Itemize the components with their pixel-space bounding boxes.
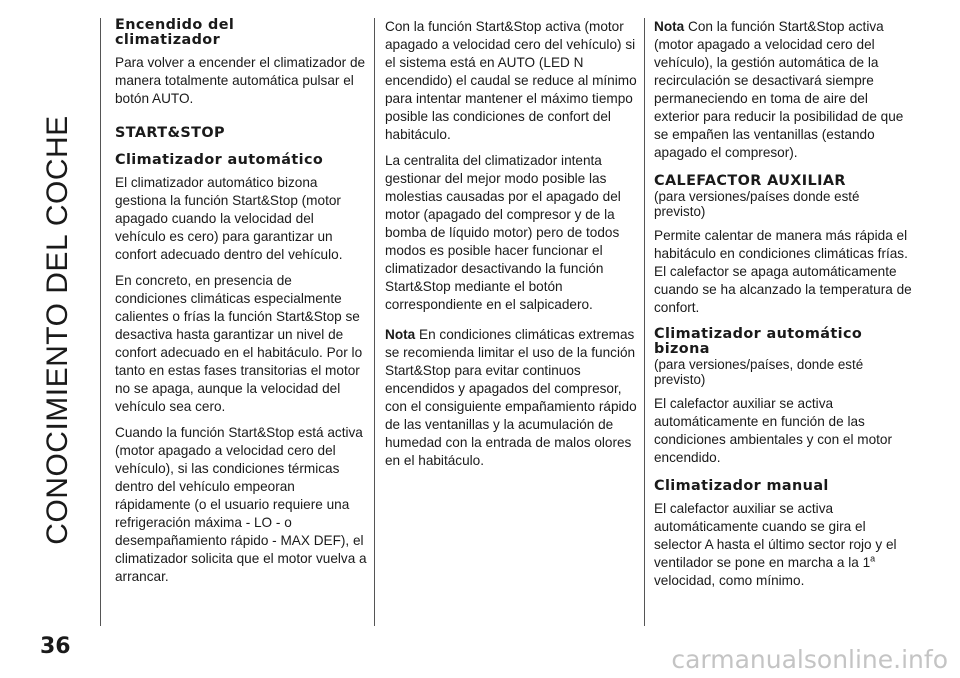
note-paragraph [385,326,637,470]
note-label: Nota [654,19,685,34]
paragraph: Cuando la función Start&Stop está activa (motor apagado a velocidad cero del vehículo), si las condiciones térmicas dentro del vehículo empeoran rápidamente (o el usuario requiere una refrigeración máxima - LO - o desempañamiento rápido - MAX DEF), el climatizador solicita que el motor vuelva a arrancar. [115,425,367,584]
column-divider [644,18,645,626]
heading-calefactor-auxiliar: CALEFACTOR AUXILIAR [654,173,846,189]
paragraph: En concreto, en presencia de condiciones climáticas especialmente calientes o frías la función Start&Stop se desactiva hasta garantizar un nivel de confort adecuado en el habitáculo. Por lo tanto en estas fases transitorias el motor no se apaga, aunque la velocidad del vehículo sea cero. [115,273,363,414]
text-column-2 [385,18,637,478]
paragraph: El calefactor auxiliar se activa automáticamente en función de las condiciones ambientales y con el motor encendido. [654,396,893,465]
heading-encendido: Encendido del climatizador [115,17,235,48]
heading-climatizador-automatico: Climatizador automático [115,152,324,168]
paragraph-text: El calefactor auxiliar se activa automáticamente cuando se gira el selector A hasta el último sector rojo y el ventilador se pone en marcha a la 1 [654,501,897,570]
text-column-1 [115,18,367,594]
paragraph: Con la función Start&Stop activa (motor apagado a velocidad cero del vehículo) si el sistema está en AUTO (LED N encendido) el caudal se reduce al mínimo para intentar mantener el máximo tiempo posible las condiciones de confort del habitáculo. [385,19,637,142]
heading-climatizador-bizona: Climatizador automático bizona [654,326,863,357]
note-text: En condiciones climáticas extremas se recomienda limitar el uso de la función Start&Stop para evitar continuos encendidos y apagados del compresor, con el consiguiente empañamiento rápido de las ventanillas y la acumulación de humedad con la entrada de malos olores en el habitáculo. [385,327,637,468]
paragraph: Para volver a encender el climatizador de manera totalmente automática pulsar el botón AUTO. [115,55,366,106]
column-divider [374,18,375,626]
paragraph [654,500,914,590]
paragraph: Permite calentar de manera más rápida el habitáculo en condiciones climáticas frías. El calefactor se apaga automáticamente cuando se ha alcanzado la temperatura de confort. [654,228,912,315]
column-divider [100,18,101,626]
note-text: Con la función Start&Stop activa (motor apagado a velocidad cero del vehículo), la gestión automática de la recirculación se desactivará siempre permaneciendo en toma de aire del exterior para reducir la posibilidad de que se empañen las ventanillas (estando apagado el compresor). [654,19,904,160]
paragraph-text: velocidad, como mínimo. [654,573,805,588]
heading-subtitle: (para versiones/países, donde esté previsto) [654,357,864,387]
text-column-3 [654,18,914,598]
heading-startstop: START&STOP [115,125,225,141]
section-side-title: CONOCIMIENTO DEL COCHE [41,115,74,545]
paragraph: El climatizador automático bizona gestiona la función Start&Stop (motor apagado cuando la velocidad del vehículo es cero) para garantizar un confort adecuado dentro del vehículo. [115,175,343,262]
heading-subtitle: (para versiones/países donde esté previsto) [654,189,860,219]
page-number: 36 [40,634,71,659]
note-label: Nota [385,327,416,342]
watermark: carmanualsonline.info [671,645,948,674]
superscript: a [870,553,876,564]
note-paragraph [654,18,914,162]
heading-climatizador-manual: Climatizador manual [654,478,829,494]
paragraph: La centralita del climatizador intenta gestionar del mejor modo posible las molestias causadas por el apagado del motor (apagado del compresor y de la bomba de líquido motor) pero de todos modos es posible hacer funcionar el climatizador desactivando la función Start&Stop mediante el botón correspondiente en el salpicadero. [385,153,621,312]
